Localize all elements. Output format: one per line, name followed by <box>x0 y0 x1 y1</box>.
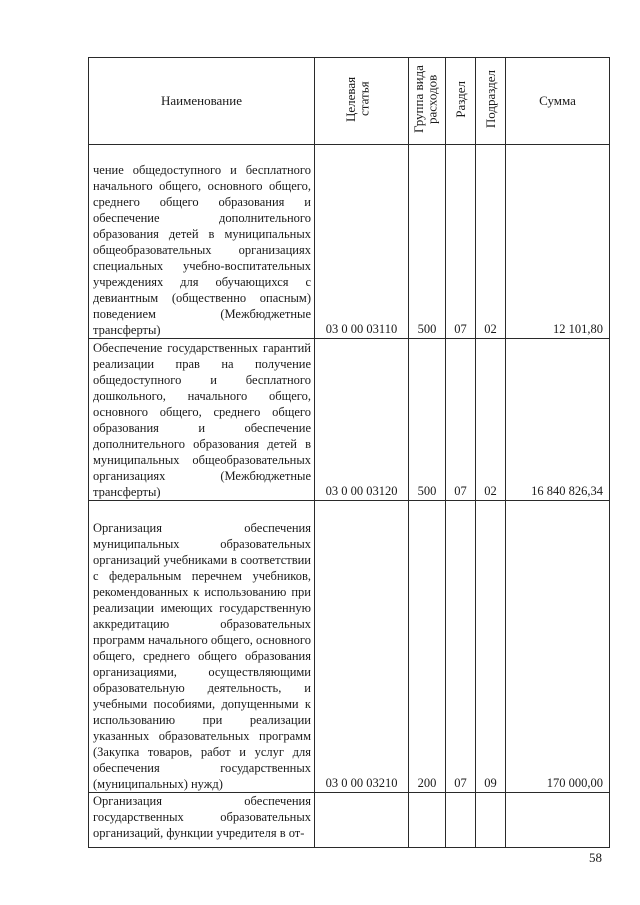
row-target: 03 0 00 03120 <box>315 339 409 501</box>
table-row <box>89 501 610 793</box>
table-header-row <box>89 58 610 145</box>
row-section: 07 <box>446 501 476 793</box>
header-section: Раздел <box>446 58 476 145</box>
row-target: 03 0 00 03110 <box>315 145 409 339</box>
row-section: 07 <box>446 339 476 501</box>
row-sum: 16 840 826,34 <box>506 339 610 501</box>
table-row <box>89 339 610 501</box>
row-name: Организация обеспечения муниципальных образовательных организаций учебниками в соответствии с федеральным перечнем учебников, рекомендованных к использованию при реализации имеющих государственную аккредитацию образовательных программ начального общего, основного общего, среднего общего образования организациями, осуществляющими образовательную деятельность, и учебными пособиями, допущенными к использованию при реализации указанных образовательных программ (Закупка товаров, работ и услуг для обеспечения государственных (муниципальных) нужд) <box>89 501 315 793</box>
row-sum: 170 000,00 <box>506 501 610 793</box>
row-sum <box>506 793 610 848</box>
row-subsection: 09 <box>476 501 506 793</box>
row-subsection <box>476 793 506 848</box>
row-group: 200 <box>409 501 446 793</box>
header-subsection: Подраздел <box>476 58 506 145</box>
row-group: 500 <box>409 145 446 339</box>
row-name: чение общедоступного и бесплатного начального общего, основного общего, среднего общего образования и обеспечение дополнительного образования детей в муниципальных общеобразовательных организациях специальных учебно-воспитательных учреждениях для обучающихся с девиантным (общественно опасным) поведением (Межбюджетные трансферты) <box>89 145 315 339</box>
row-subsection: 02 <box>476 339 506 501</box>
row-section: 07 <box>446 145 476 339</box>
row-subsection: 02 <box>476 145 506 339</box>
header-target: Целевая статья <box>315 58 409 145</box>
budget-table-page <box>88 57 609 840</box>
header-name: Наименование <box>89 58 315 145</box>
header-group: Группа вида расходов <box>409 58 446 145</box>
row-group: 500 <box>409 339 446 501</box>
table-row <box>89 793 610 848</box>
budget-table <box>88 57 610 848</box>
row-target <box>315 793 409 848</box>
row-section <box>446 793 476 848</box>
row-name: Организация обеспечения государственных образовательных организаций, функции учредителя в от- <box>89 793 315 848</box>
row-sum: 12 101,80 <box>506 145 610 339</box>
table-row <box>89 145 610 339</box>
row-target: 03 0 00 03210 <box>315 501 409 793</box>
row-group <box>409 793 446 848</box>
header-sum: Сумма <box>506 58 610 145</box>
row-name: Обеспечение государственных гарантий реализации прав на получение общедоступного и бесплатного дошкольного, начального общего, основного общего, среднего общего образования и обеспечение дополнительного образования детей в муниципальных общеобразовательных организациях (Межбюджетные трансферты) <box>89 339 315 501</box>
page-number: 58 <box>589 850 602 865</box>
